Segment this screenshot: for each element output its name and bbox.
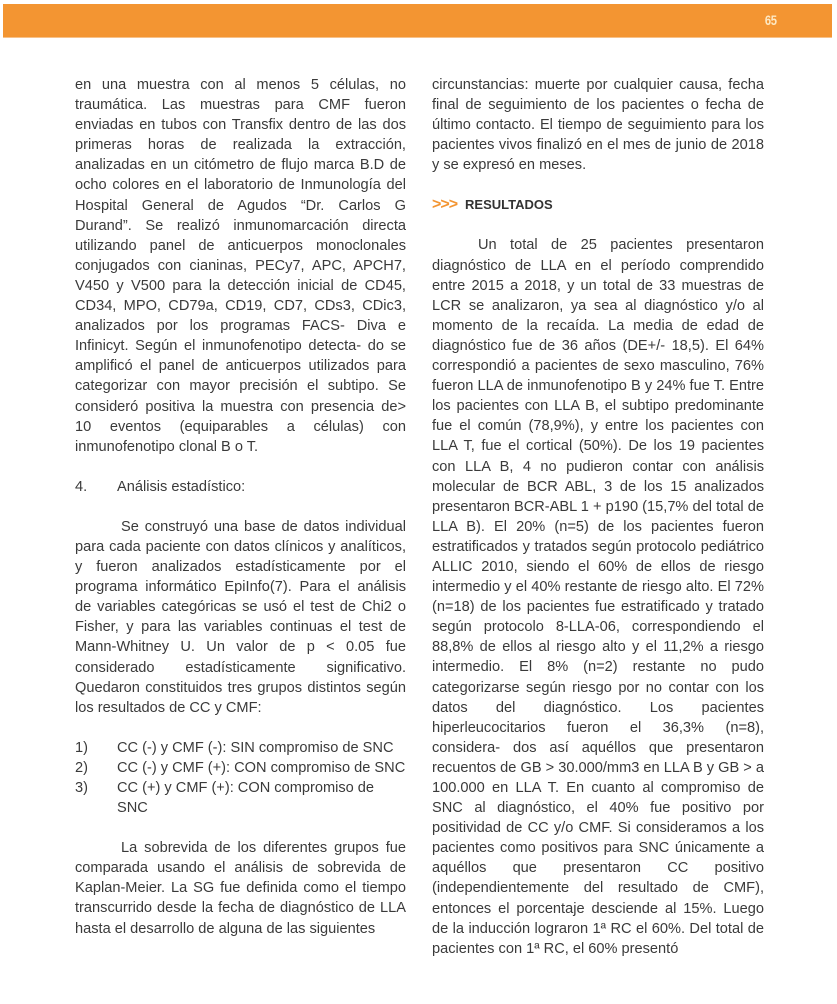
methods-paragraph-cmf: en una muestra con al menos 5 células, no traumática. Las muestras para CMF fueron enviadas en tubos con Transfix dentro de las dos primeras horas de realizada la extracción, analizadas en un citómetro de flujo marca B.D de ocho colores en el laboratorio de Inmunología del Hospital General de Agudos “Dr. Carlos G Durand”. Se realizó inmunomarcación directa utilizando panel de anticuerpos monoclonales conjugados con cianinas, PECy7, APC, APCH7, V450 y V500 para la detección inicial de CD45, CD34, MPO, CD79a, CD19, CD7, CDs3, CDic3, analizados por los programas FACS- Diva e Infinicyt. Según el inmunofenotipo detecta- do se amplificó el panel de anticuerpos utilizados para categorizar con mayor precisión el subtipo. Se consideró positiva la muestra con presencia de> 10 eventos (equiparables a células) con inmunofenotipo clonal B o T. [75,77,406,455]
group-text: CC (-) y CMF (+): CON compromiso de SNC [117,759,406,776]
section-title: RESULTADOS [465,197,553,213]
group-list-item [75,758,406,778]
section-heading-resultados [432,195,764,215]
group-text: CC (+) y CMF (+): CON compromiso de SNC [117,780,375,817]
survival-paragraph: La sobrevida de los diferentes grupos fue comparada usando el análisis de sobrevida de Kaplan-Meier. La SG fue definida como el tiempo transcurrido desde la fecha de diagnóstico de LLA hasta el desarrollo de alguna de las siguientes [75,840,406,937]
subsection-heading-statistics [75,477,406,497]
statistics-paragraph: Se construyó una base de datos individual para cada paciente con datos clínicos y analíticos, y fueron analizados estadísticamente por el programa informático EpiInfo(7). Para el análisis de variables categóricas se usó el test de Chi2 o Fisher, y para las variables continuas el test de Mann-Whitney U. Un valor de p < 0.05 fue considerado estadísticamente significativo. Quedaron constituidos tres grupos distintos según los resultados de CC y CMF: [75,518,406,716]
group-text: CC (-) y CMF (-): SIN compromiso de SNC [117,739,394,756]
followup-paragraph: circunstancias: muerte por cualquier causa, fecha final de seguimiento de los pacientes o fecha de último contacto. El tiempo de seguimiento para los pacientes vivos finalizó en el mes de junio de 2018 y se expresó en meses. [432,77,764,174]
left-column [75,75,406,939]
group-number: 3) [75,780,88,796]
right-column [432,75,764,959]
page-number: 65 [765,12,777,28]
chevrons-icon: >>> [432,196,458,214]
page-header-bar [3,4,832,38]
groups-list [75,738,406,818]
group-list-item [75,778,406,818]
group-list-item [75,738,406,758]
group-number: 1) [75,739,88,756]
subsection-number: 4. [75,478,88,495]
group-number: 2) [75,759,88,776]
results-paragraph: Un total de 25 pacientes presentaron diagnóstico de LLA en el período comprendido entre 2015 a 2018, y un total de 33 muestras de LCR se analizaron, ya sea al diagnóstico y/o al momento de la recaída. La media de edad de diagnóstico fue de 36 años (DE+/- 18,5). El 64% correspondió a pacientes de sexo masculino, 76% fueron LLA de inmunofenotipo B y 24% fue T. Entre los pacientes con LLA B, el subtipo predominante fue el común (78,9%), y entre los pacientes con LLA T, fue el cortical (50%). De los 19 pacientes con LLA B, 4 no pudieron contar con análisis molecular de BCR ABL, 3 de los 15 analizados presentaron BCR-ABL 1 + p190 (15,7% del total de LLA B). El 20% (n=5) de los pacientes fueron estratificados y tratados según protocolo pediátrico ALLIC 2010, siendo el 60% de ellos de riesgo intermedio y el 40% restante de riesgo alto. El 72% (n=18) de los pacientes fue estratificado y tratado según protocolo 8-LLA-06, correspondiendo el 88,8% de ellos al riesgo alto y el 11,2% a riesgo intermedio. El 8% (n=2) restante no pudo categorizarse según riesgo por no contar con los datos del diagnóstico. Los pacientes hiperleucocitarios fueron el 36,3% (n=8), considera- dos así aquéllos que presentaron recuentos de GB > 30.000/mm3 en LLA B y GB > a 100.000 en LLA T. En cuanto al compromiso de SNC al diagnóstico, el 40% fue positivo por positividad de CC y/o CMF. Si consideramos a los pacientes como positivos para SNC únicamente a aquéllos que presentaron CC positivo (independientemente del resultado de CMF), entonces el porcentaje desciende al 15%. Luego de la inducción lograron 1ª RC el 60%. Del total de pacientes con 1ª RC, el 60% presentó [432,237,764,957]
subsection-title: Análisis estadístico: [117,478,246,495]
